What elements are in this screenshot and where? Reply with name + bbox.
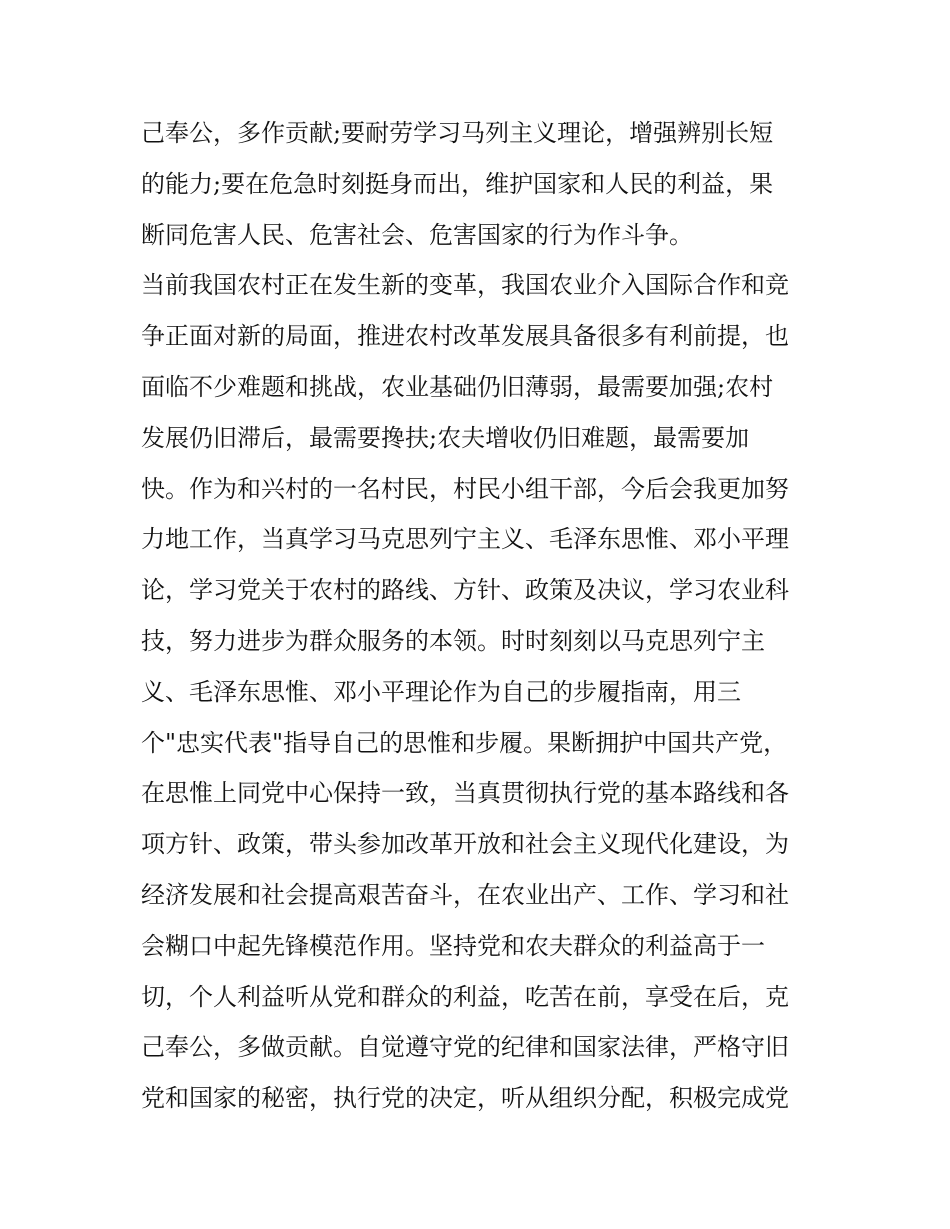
text-line: 论，学习党关于农村的路线、方针、政策及决议，学习农业科 bbox=[141, 576, 789, 605]
text-line: 发展仍旧滞后，最需要搀扶;农夫增收仍旧难题，最需要加 bbox=[141, 423, 750, 452]
text-line: 党和国家的秘密，执行党的决定，听从组织分配，积极完成党 bbox=[141, 1084, 789, 1113]
text-line: 义、毛泽东思惟、邓小平理论作为自己的步履指南，用三 bbox=[141, 677, 741, 706]
text-line: 技，努力进步为群众服务的本领。时时刻刻以马克思列宁主 bbox=[141, 626, 765, 655]
text-line: 项方针、政策，带头参加改革开放和社会主义现代化建设，为 bbox=[141, 830, 789, 859]
text-line: 经济发展和社会提高艰苦奋斗，在农业出产、工作、学习和社 bbox=[141, 880, 789, 909]
body-text bbox=[141, 108, 841, 1124]
text-line: 争正面对新的局面，推进农村改革发展具备很多有利前提，也 bbox=[141, 322, 789, 351]
text-line: 力地工作，当真学习马克思列宁主义、毛泽东思惟、邓小平理 bbox=[141, 525, 789, 554]
text-line: 会糊口中起先锋模范作用。坚持党和农夫群众的利益高于一 bbox=[141, 931, 765, 960]
text-line: 快。作为和兴村的一名村民，村民小组干部，今后会我更加努 bbox=[141, 474, 789, 503]
text-line: 的能力;要在危急时刻挺身而出，维护国家和人民的利益，果 bbox=[141, 169, 774, 198]
text-line: 切，个人利益听从党和群众的利益，吃苦在前，享受在后，克 bbox=[141, 982, 789, 1011]
text-line: 面临不少难题和挑战，农业基础仍旧薄弱，最需要加强;农村 bbox=[141, 372, 774, 401]
text-line: 己奉公，多做贡献。自觉遵守党的纪律和国家法律，严格守旧 bbox=[141, 1033, 789, 1062]
text-line: 断同危害人民、危害社会、危害国家的行为作斗争。 bbox=[141, 220, 693, 249]
text-line: 己奉公，多作贡献;要耐劳学习马列主义理论，增强辨别长短 bbox=[141, 119, 774, 147]
text-line: 个"忠实代表"指导自己的思惟和步履。果断拥护中国共产党， bbox=[141, 728, 788, 757]
text-line: 在思惟上同党中心保持一致，当真贯彻执行党的基本路线和各 bbox=[141, 779, 789, 808]
text-line: 当前我国农村正在发生新的变革，我国农业介入国际合作和竞 bbox=[141, 271, 789, 300]
